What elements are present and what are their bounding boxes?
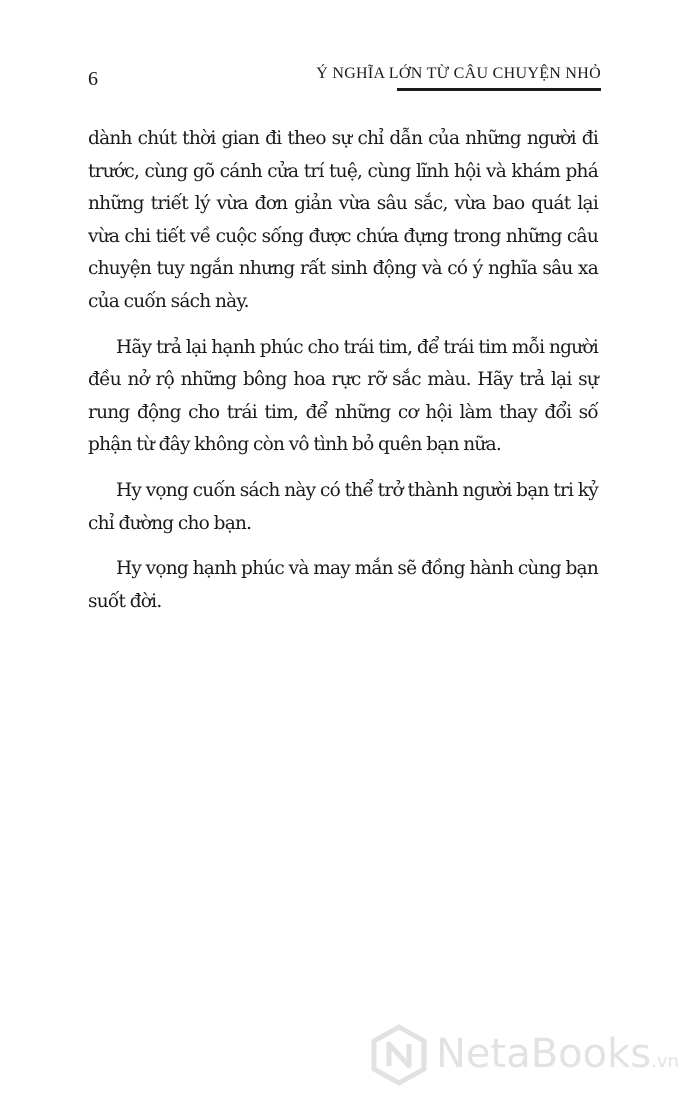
paragraph-2: Hãy trả lại hạnh phúc cho trái tim, để trái tim mỗi người đều nở rộ những bông hoa rực rỡ sắc màu. Hãy trả lại sự rung động cho trái tim, để những cơ hội làm thay đổi số phận từ đây không còn vô tình bỏ quên bạn nữa. [88, 336, 598, 456]
page-number: 6 [88, 68, 98, 90]
running-title: Ý NGHĨA LỚN TỪ CÂU CHUYỆN NHỎ [316, 65, 601, 82]
watermark-brand: NetaBooks [436, 1031, 652, 1077]
paragraph-3: Hy vọng cuốn sách này có thể trở thành người bạn tri kỷ chỉ đường cho bạn. [88, 479, 598, 534]
watermark [368, 1020, 688, 1090]
netabooks-logo-icon [368, 1024, 430, 1086]
header-rule [397, 88, 601, 91]
page-header [88, 62, 601, 88]
paragraph-1: dành chút thời gian đi theo sự chỉ dẫn của những người đi trước, cùng gõ cánh cửa trí tuệ, cùng lĩnh hội và khám phá những triết lý vừa đơn giản vừa sâu sắc, vừa bao quát lại vừa chi tiết về cuộc sống được chứa đựng trong những câu chuyện tuy ngắn nhưng rất sinh động và có ý nghĩa sâu xa của cuốn sách này. [88, 128, 598, 312]
watermark-suffix: .vn [651, 1051, 679, 1072]
paragraph-4: Hy vọng hạnh phúc và may mắn sẽ đồng hành cùng bạn suốt đời. [88, 558, 598, 612]
watermark-text [436, 1030, 679, 1086]
page-body [88, 123, 598, 631]
